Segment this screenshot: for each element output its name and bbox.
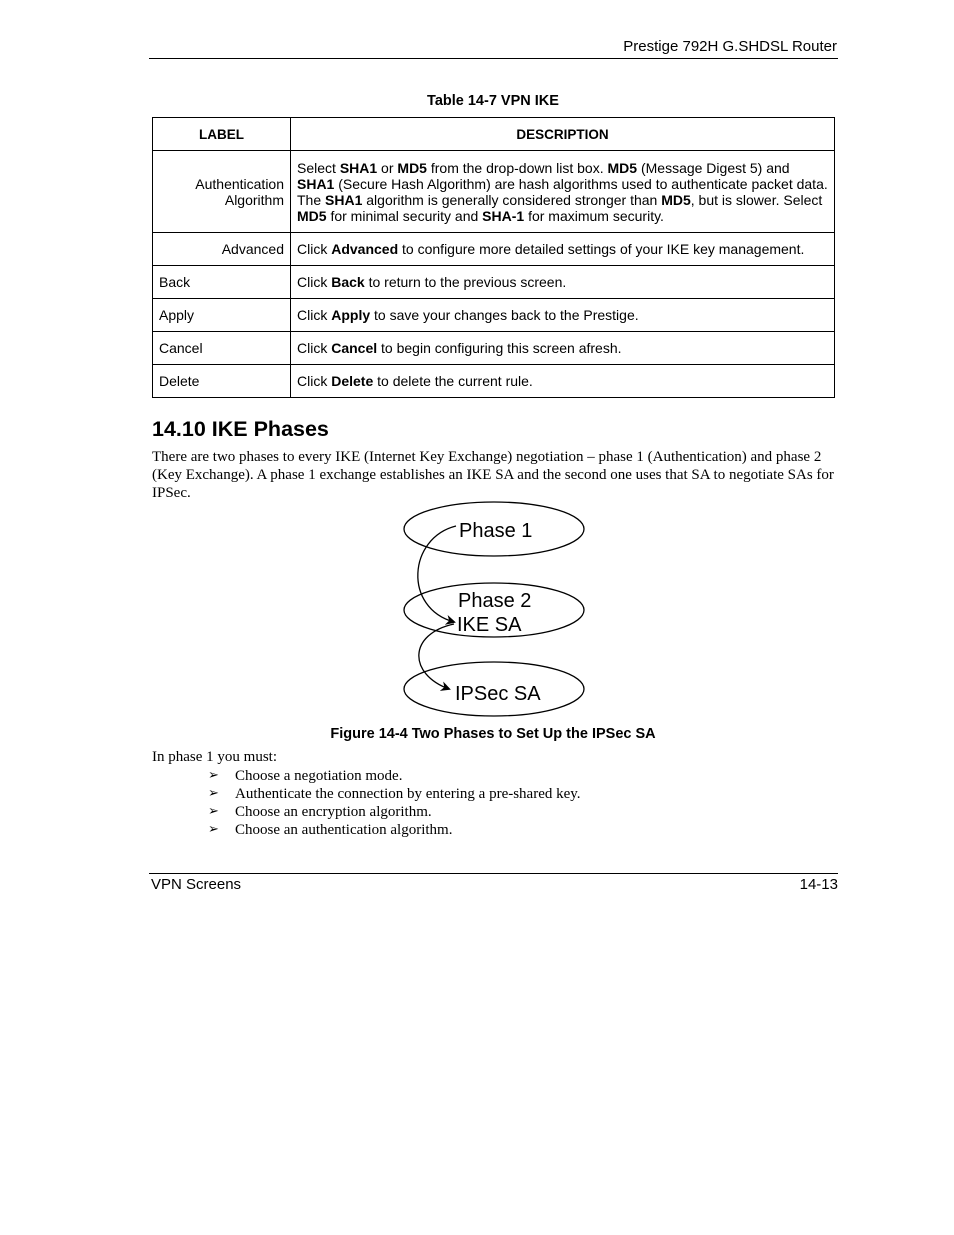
column-header-label: LABEL (153, 118, 291, 151)
table-row (153, 233, 835, 266)
page-footer (149, 873, 838, 896)
section-heading: 14.10 IKE Phases (152, 417, 329, 441)
row-label: Delete (153, 365, 291, 398)
row-label: Authentication Algorithm (153, 151, 291, 233)
row-label: Cancel (153, 332, 291, 365)
phase1-to-ikesa-arrow (418, 526, 456, 622)
row-description: Click Back to return to the previous screen. (291, 266, 835, 299)
ike-sa-label: IKE SA (457, 614, 522, 636)
row-label: Back (153, 266, 291, 299)
arrow-bullet-icon: ➢ (208, 768, 219, 783)
ike-phases-diagram (398, 498, 590, 722)
column-header-description: DESCRIPTION (291, 118, 835, 151)
list-item (208, 821, 581, 839)
table-row (153, 332, 835, 365)
footer-section-name: VPN Screens (151, 876, 242, 893)
row-description: Click Apply to save your changes back to the Prestige. (291, 299, 835, 332)
list-item-text: Choose a negotiation mode. (235, 768, 403, 784)
table-row (153, 266, 835, 299)
row-description: Click Cancel to begin configuring this screen afresh. (291, 332, 835, 365)
table-row (153, 151, 835, 233)
arrow-bullet-icon: ➢ (208, 822, 219, 837)
row-label: Advanced (153, 233, 291, 266)
table-header-row (153, 118, 835, 151)
page-header (149, 37, 838, 59)
row-description: Select SHA1 or MD5 from the drop-down list box. MD5 (Message Digest 5) and SHA1 (Secure Hash Algorithm) are hash algorithms used to authenticate packet data. The SHA1 algorithm is generally considered stronger than MD5, but is slower. Select MD5 for minimal security and SHA-1 for maximum security. (291, 151, 835, 233)
arrow-bullet-icon: ➢ (208, 786, 219, 801)
figure-caption: Figure 14-4 Two Phases to Set Up the IPSec SA (330, 726, 656, 742)
footer-page-number: 14-13 (799, 876, 838, 893)
table-caption: Table 14-7 VPN IKE (427, 93, 559, 109)
list-item-text: Choose an encryption algorithm. (235, 804, 432, 820)
section-intro: There are two phases to every IKE (Internet Key Exchange) negotiation – phase 1 (Authentication) and phase 2 (Key Exchange). A phase 1 exchange establishes an IKE SA and the second one uses that SA to negotiate SAs for IPSec. (152, 449, 834, 501)
ipsec-sa-label: IPSec SA (455, 683, 541, 705)
table-row (153, 365, 835, 398)
list-item-text: Authenticate the connection by entering a pre-shared key. (235, 786, 581, 802)
row-description: Click Advanced to configure more detailed settings of your IKE key management. (291, 233, 835, 266)
table-row (153, 299, 835, 332)
list-item-text: Choose an authentication algorithm. (235, 822, 453, 838)
phase2-label: Phase 2 (458, 590, 532, 612)
phase1-label: Phase 1 (459, 520, 533, 542)
phase1-lead: In phase 1 you must: (152, 749, 277, 765)
vpn-ike-table (152, 117, 835, 398)
list-item (208, 803, 581, 821)
arrow-bullet-icon: ➢ (208, 804, 219, 819)
row-description: Click Delete to delete the current rule. (291, 365, 835, 398)
row-label: Apply (153, 299, 291, 332)
list-item (208, 785, 581, 803)
list-item (208, 767, 581, 785)
page-header-title: Prestige 792H G.SHDSL Router (623, 38, 837, 55)
phase1-steps (208, 767, 581, 839)
